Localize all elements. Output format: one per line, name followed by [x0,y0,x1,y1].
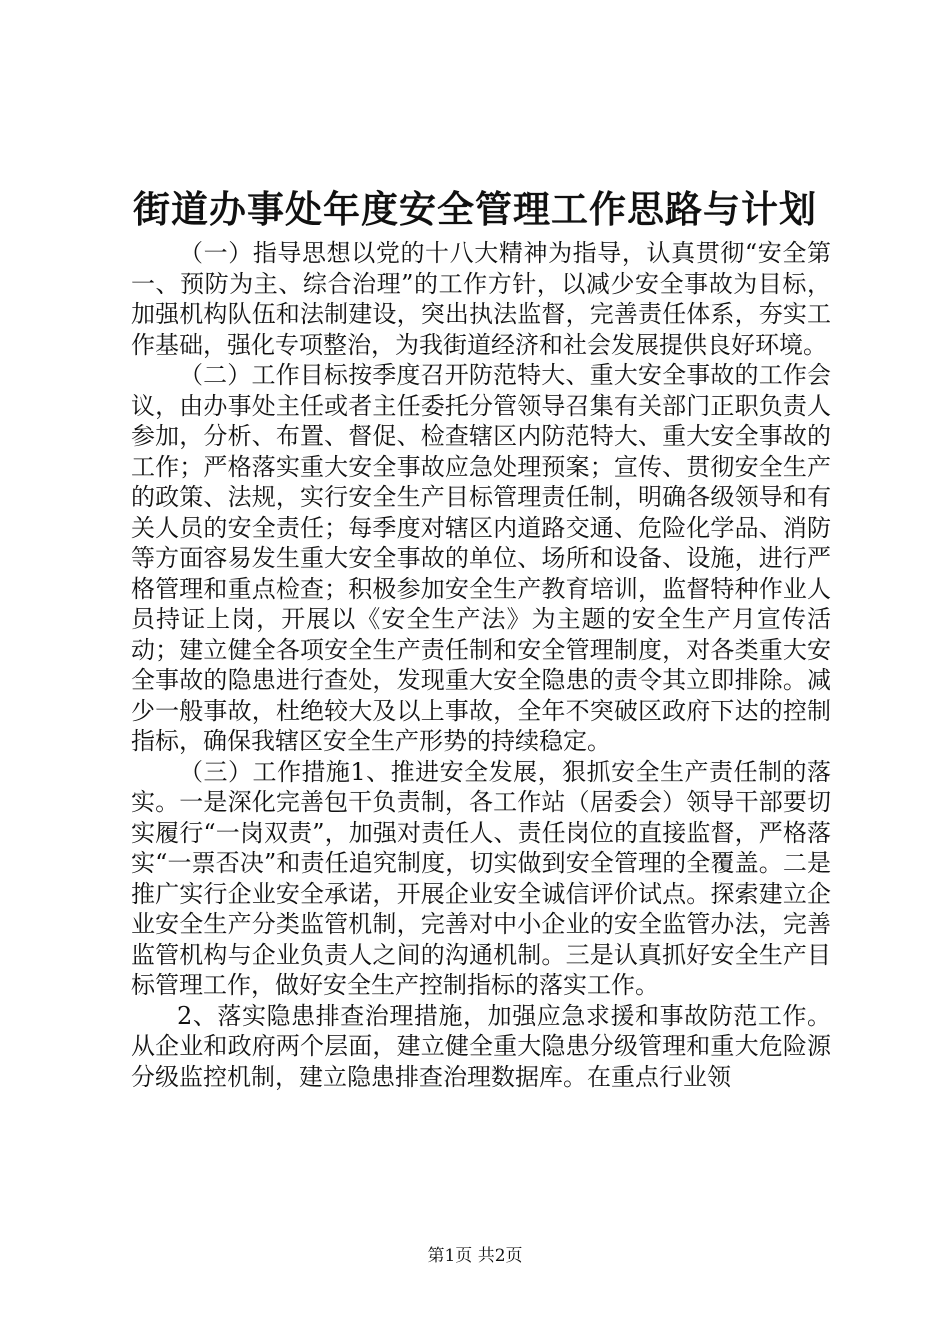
page-number-footer: 第1页 共2页 [427,1246,523,1266]
paragraph-work-measures: （三）工作措施1、推进安全发展，狠抓安全生产责任制的落实。一是深化完善包干负责制，各工作站（居委会）领导干部要切实履行“一岗双责”，加强对责任人、责任岗位的直接监督，严格落实“一票否决”和责任追究制度，切实做到安全管理的全覆盖。二是推广实行企业安全承诺，开展企业安全诚信评价试点。探索建立企业安全生产分类监管机制，完善对中小企业的安全监管办法，完善监管机构与企业负责人之间的沟通机制。三是认真抓好安全生产目标管理工作，做好安全生产控制指标的落实工作。 [131,757,831,999]
document-body [131,238,831,1092]
paragraph-work-goals: （二）工作目标按季度召开防范特大、重大安全事故的工作会议，由办事处主任或者主任委托分管领导召集有关部门正职负责人参加，分析、布置、督促、检查辖区内防范特大、重大安全事故的工作；严格落实重大安全事故应急处理预案；宣传、贯彻安全生产的政策、法规，实行安全生产目标管理责任制，明确各级领导和有关人员的安全责任；每季度对辖区内道路交通、危险化学品、消防等方面容易发生重大安全事故的单位、场所和设备、设施，进行严格管理和重点检查；积极参加安全生产教育培训，监督特种作业人员持证上岗，开展以《安全生产法》为主题的安全生产月宣传活动；建立健全各项安全生产责任制和安全管理制度，对各类重大安全事故的隐患进行查处，发现重大安全隐患的责令其立即排除。减少一般事故，杜绝较大及以上事故，全年不突破区政府下达的控制指标，确保我辖区安全生产形势的持续稳定。 [131,361,831,755]
paragraph-guiding-ideology: （一）指导思想以党的十八大精神为指导，认真贯彻“安全第一、预防为主、综合治理”的工作方针，以减少安全事故为目标，加强机构队伍和法制建设，突出执法监督，完善责任体系，夯实工作基础，强化专项整治，为我街道经济和社会发展提供良好环境。 [131,239,831,359]
paragraph-hazard-investigation: 2、落实隐患排查治理措施，加强应急求援和事故防范工作。从企业和政府两个层面，建立健全重大隐患分级管理和重大危险源分级监控机制，建立隐患排查治理数据库。在重点行业领 [131,1001,831,1091]
document-title: 街道办事处年度安全管理工作思路与计划 [133,187,817,231]
